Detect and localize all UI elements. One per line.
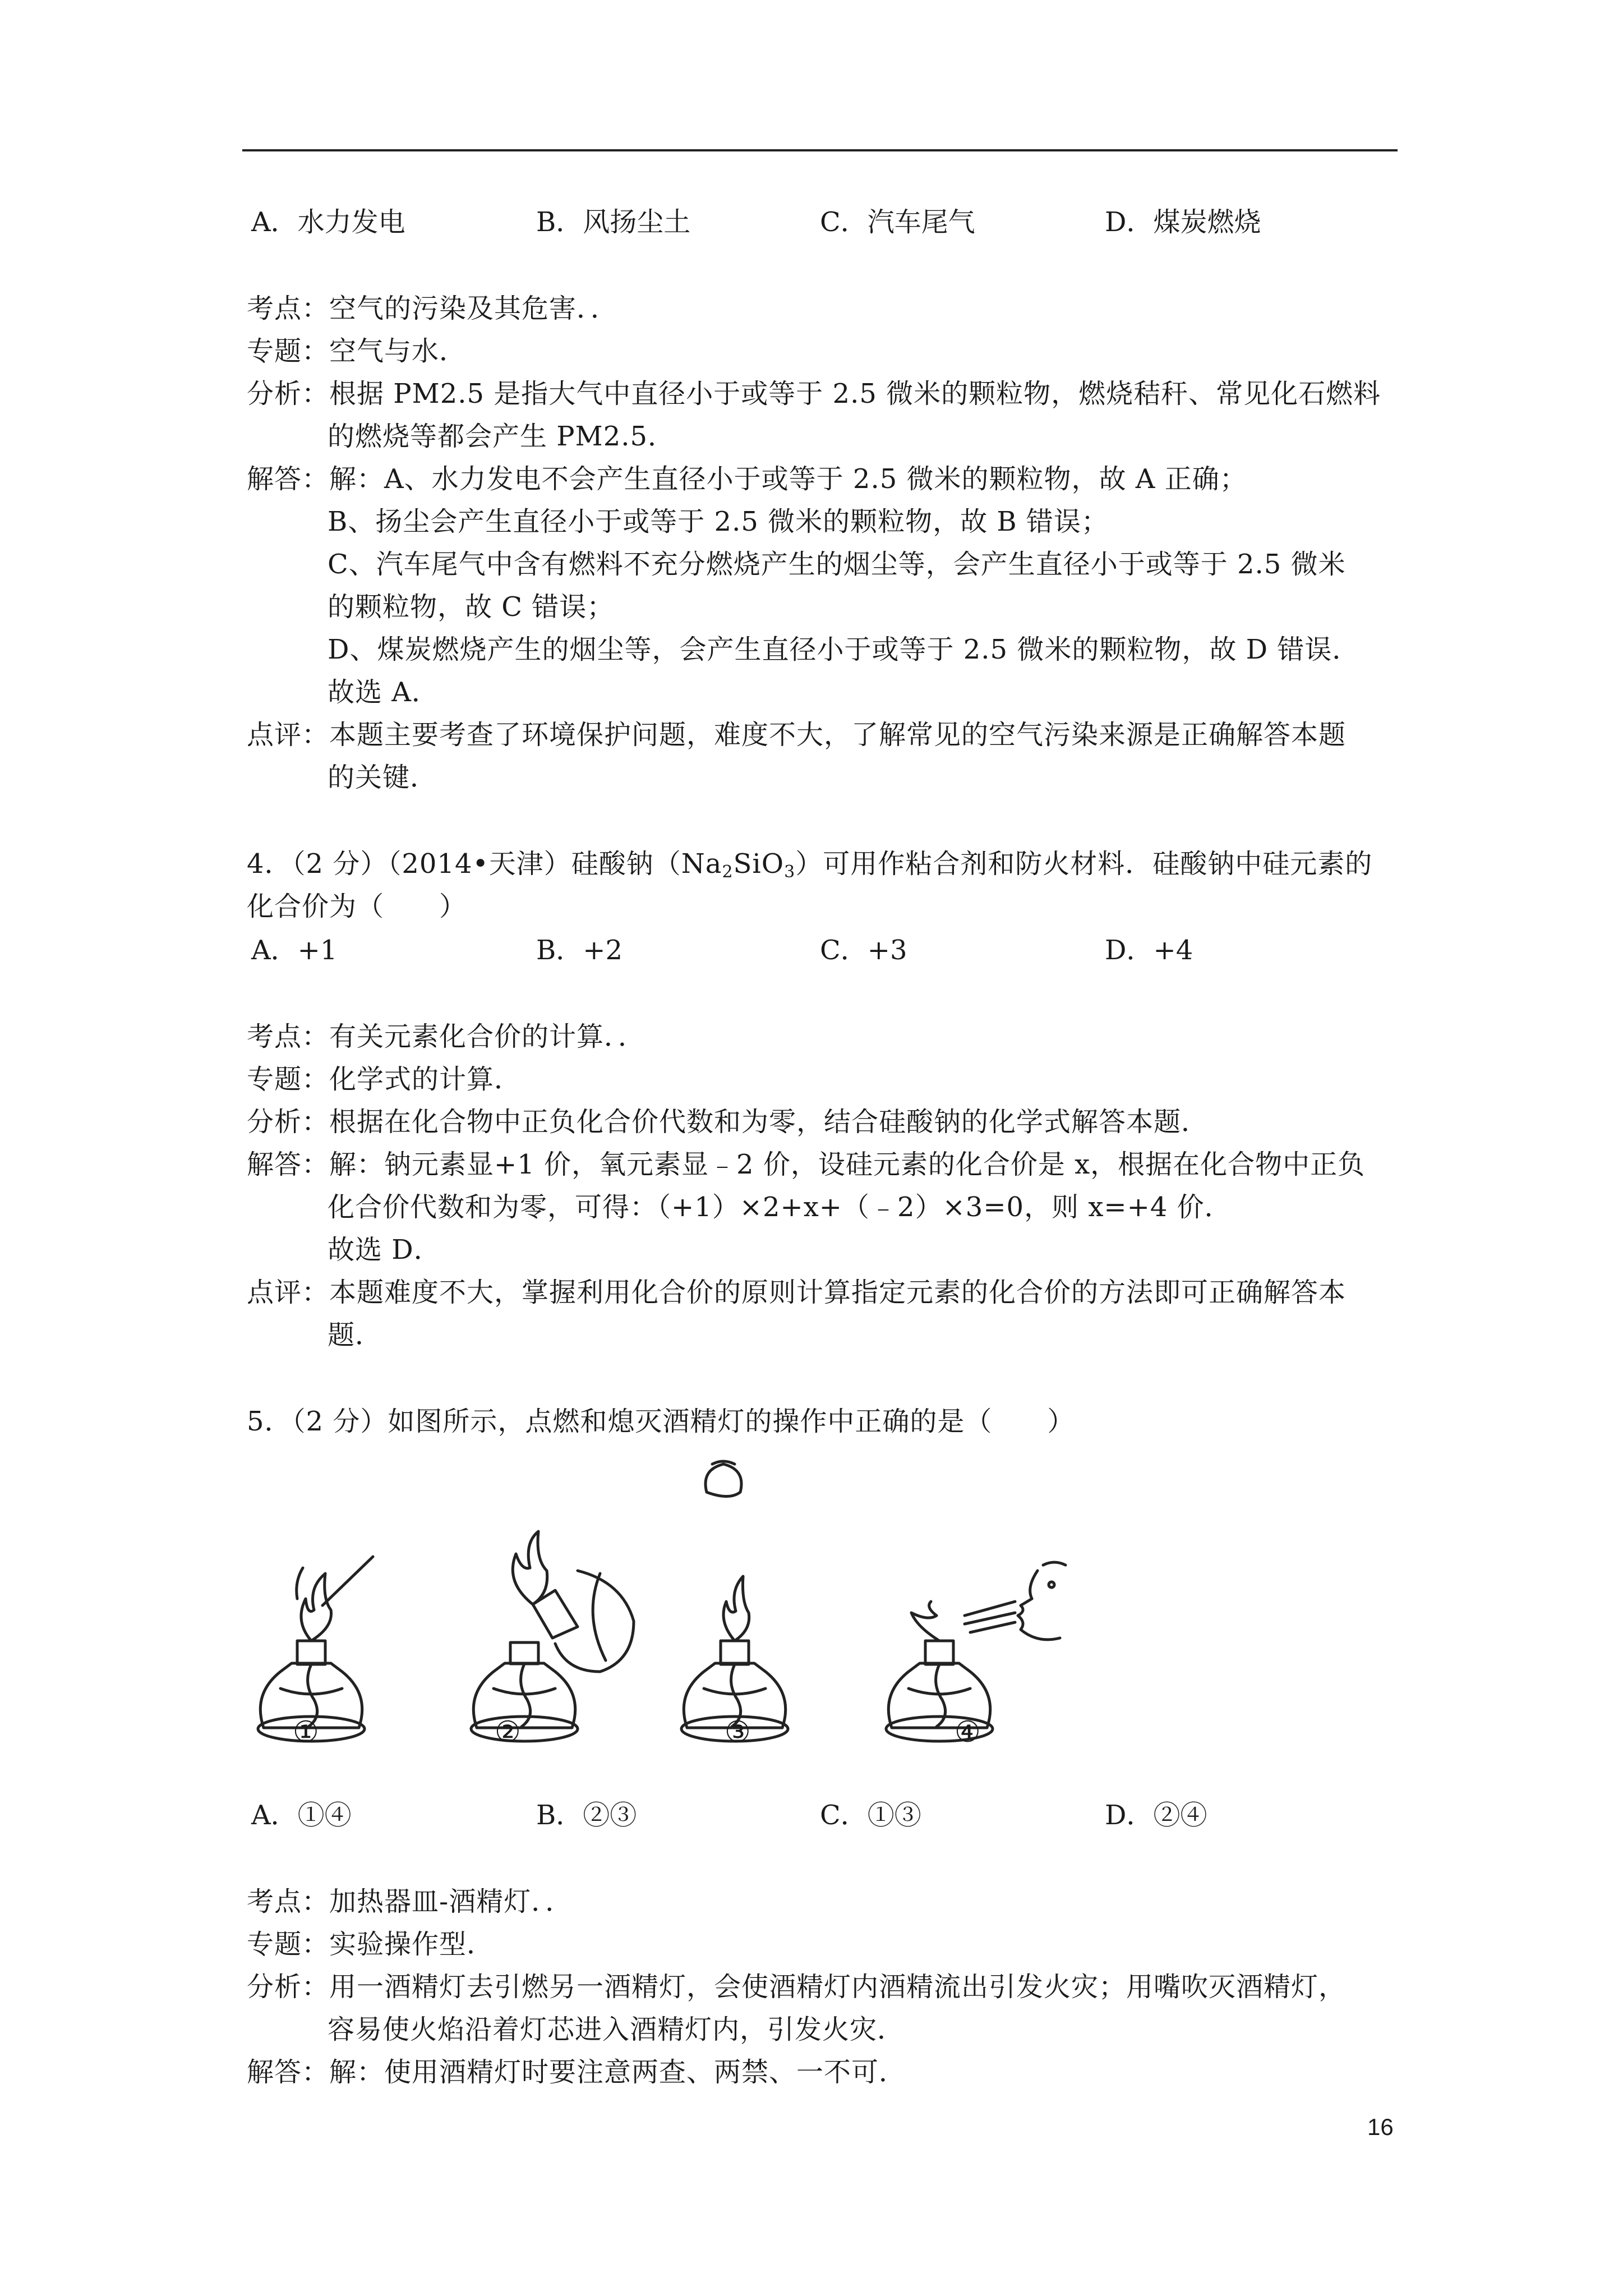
q4-jieda-2: 化合价代数和为零，可得：（+1）×2+x+（﹣2）×3=0，则 x=+4 价．	[328, 1191, 1232, 1223]
lamp-3-with-cap-icon	[681, 1461, 788, 1741]
q4-dianping-1: 点评：本题难度不大，掌握利用化合价的原则计算指定元素的化合价的方法即可正确解答本	[247, 1277, 1347, 1308]
q4-dianping-2: 题．	[328, 1319, 383, 1351]
q5-fenxi-2: 容易使火焰沿着灯芯进入酒精灯内，引发火灾．	[328, 2014, 905, 2045]
q4-kaodian: 考点：有关元素化合价的计算．．	[247, 1021, 646, 1052]
q3-fenxi-2: 的燃烧等都会产生 PM2.5．	[328, 421, 676, 452]
q4-jieda-3: 故选 D．	[328, 1234, 441, 1266]
figure-label-4: ④	[955, 1715, 981, 1749]
q3-dianping-1: 点评：本题主要考查了环境保护问题，难度不大，了解常见的空气污染来源是正确解答本题	[247, 719, 1347, 751]
lamp-2-lighting-from-another-lamp-icon	[471, 1531, 634, 1741]
q3-dianping-2: 的关键．	[328, 762, 438, 793]
q5-option-b: B．②③	[536, 1800, 637, 1831]
q4-option-a: A．+1	[251, 935, 338, 966]
q4-option-d: D．+4	[1105, 935, 1193, 966]
q4-stem-2: 化合价为（ ）	[247, 891, 467, 922]
q3-jieda-3: C、汽车尾气中含有燃料不充分燃烧产生的烟尘等，会产生直径小于或等于 2.5 微米	[328, 549, 1346, 580]
q3-option-d: D．煤炭燃烧	[1105, 206, 1261, 238]
q4-zhuanti: 专题：化学式的计算．	[247, 1064, 522, 1095]
q5-kaodian: 考点：加热器皿-酒精灯．．	[247, 1886, 573, 1917]
lamp-1-lighting-with-match-icon	[258, 1557, 373, 1741]
q5-zhuanti: 专题：实验操作型．	[247, 1929, 495, 1960]
header-rule	[242, 149, 1398, 151]
q5-option-c: C．①③	[820, 1800, 921, 1831]
q4-option-c: C．+3	[820, 935, 907, 966]
q4-stem-1: 4．（2 分）（2014•天津）硅酸钠$(Na_2SiO_3)$可用作粘合剂和防火材料．硅酸钠中硅元素的	[247, 848, 1373, 882]
q5-option-a: A．①④	[251, 1800, 352, 1831]
q3-option-c: C．汽车尾气	[820, 206, 975, 238]
q5-option-d: D．②④	[1105, 1800, 1207, 1831]
page-number: 16	[1367, 2114, 1394, 2140]
q5-fenxi-1: 分析：用一酒精灯去引燃另一酒精灯，会使酒精灯内酒精流出引发火灾；用嘴吹灭酒精灯，	[247, 1971, 1347, 2003]
q3-fenxi-1: 分析：根据 PM2.5 是指大气中直径小于或等于 2.5 微米的颗粒物，燃烧秸秆、常见化石燃料	[247, 378, 1381, 409]
q3-jieda-5: D、煤炭燃烧产生的烟尘等，会产生直径小于或等于 2.5 微米的颗粒物，故 D 错误．	[328, 634, 1360, 665]
figure-label-2: ②	[495, 1715, 521, 1749]
q5-stem: 5．（2 分）如图所示，点燃和熄灭酒精灯的操作中正确的是（ ）	[247, 1406, 1075, 1437]
q4-option-b: B．+2	[536, 935, 623, 966]
q3-jieda-4: 的颗粒物，故 C 错误；	[328, 591, 615, 623]
q4-jieda-1: 解答：解：钠元素显+1 价，氧元素显﹣2 价，设硅元素的化合价是 x，根据在化合物中正负	[247, 1149, 1366, 1180]
q5-jieda-1: 解答：解：使用酒精灯时要注意两查、两禁、一不可．	[247, 2056, 907, 2088]
q3-jieda-6: 故选 A．	[328, 677, 439, 708]
q3-zhuanti: 专题：空气与水．	[247, 335, 467, 367]
lamp-4-blowing-out-icon	[886, 1562, 1066, 1741]
figure-label-1: ①	[293, 1715, 319, 1749]
q3-option-b: B．风扬尘土	[536, 206, 691, 238]
q3-jieda-2: B、扬尘会产生直径小于或等于 2.5 微米的颗粒物，故 B 错误；	[328, 506, 1109, 537]
q3-kaodian: 考点：空气的污染及其危害．．	[247, 293, 619, 324]
q4-fenxi: 分析：根据在化合物中正负化合价代数和为零，结合硅酸钠的化学式解答本题．	[247, 1106, 1209, 1138]
figure-label-3: ③	[725, 1715, 751, 1749]
q3-jieda-1: 解答：解：A、水力发电不会产生直径小于或等于 2.5 微米的颗粒物，故 A 正确；	[247, 463, 1247, 495]
q3-option-a: A．水力发电	[251, 206, 405, 238]
